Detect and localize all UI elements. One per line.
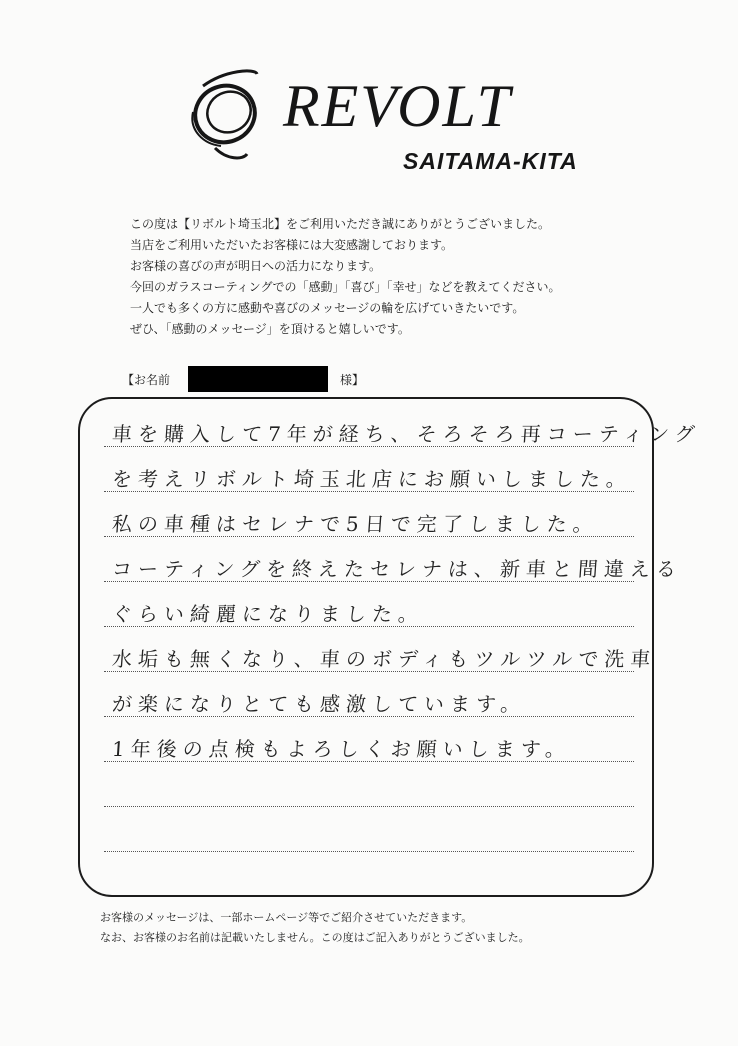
message-line — [104, 815, 634, 852]
message-line — [104, 680, 634, 717]
handwritten-text: 私の車種はセレナで5日で完了しました。 — [111, 512, 600, 536]
footer-line: なお、お客様のお名前は記載いたしません。この度はご記入ありがとうございました。 — [100, 931, 530, 944]
handwritten-text: ぐらい綺麗になりました。 — [111, 602, 425, 626]
revolt-logo — [185, 68, 605, 188]
handwritten-text: コーティングを終えたセレナは、新車と間違える — [111, 557, 683, 581]
message-line — [104, 455, 634, 492]
message-line — [104, 635, 658, 672]
name-label: 【お名前 — [122, 373, 171, 387]
message-line — [104, 770, 634, 807]
intro-text — [130, 214, 690, 340]
handwritten-text: が楽になりとても感激しています。 — [111, 692, 528, 716]
message-line — [104, 725, 634, 762]
customer-name-row — [122, 366, 382, 394]
message-line — [104, 545, 683, 582]
message-line — [104, 410, 702, 447]
message-line — [104, 500, 634, 537]
handwritten-text: を考えリボルト埼玉北店にお願いしました。 — [111, 467, 633, 491]
handwritten-text: 1年後の点検もよろしくお願いします。 — [111, 737, 572, 761]
handwritten-text: 水垢も無くなり、車のボディもツルツルで洗車 — [111, 647, 658, 671]
message-line — [104, 590, 634, 627]
footer-notes — [100, 908, 700, 948]
intro-line: 一人でも多くの方に感動や喜びのメッセージの輪を広げていきたいです。 — [130, 301, 525, 315]
handwritten-text: 車を購入して7年が経ち、そろそろ再コーティング — [111, 422, 702, 446]
name-redaction-bar — [188, 366, 328, 392]
brand-name: REVOLT — [283, 73, 513, 139]
intro-line: 今回のガラスコーティングでの「感動」「喜び」「幸せ」などを教えてください。 — [130, 280, 561, 294]
swirl-logo-icon — [185, 68, 285, 178]
intro-line: ぜひ、「感動のメッセージ」を頂けると嬉しいです。 — [130, 322, 410, 336]
name-suffix: 様】 — [340, 373, 365, 387]
brand-location: SAITAMA-KITA — [403, 148, 578, 174]
footer-line: お客様のメッセージは、一部ホームページ等でご紹介させていただきます。 — [100, 911, 473, 924]
intro-line: この度は【リボルト埼玉北】をご利用いただき誠にありがとうございました。 — [130, 217, 551, 231]
intro-line: 当店をご利用いただいたお客様には大変感謝しております。 — [130, 238, 454, 252]
intro-line: お客様の喜びの声が明日への活力になります。 — [130, 259, 382, 273]
